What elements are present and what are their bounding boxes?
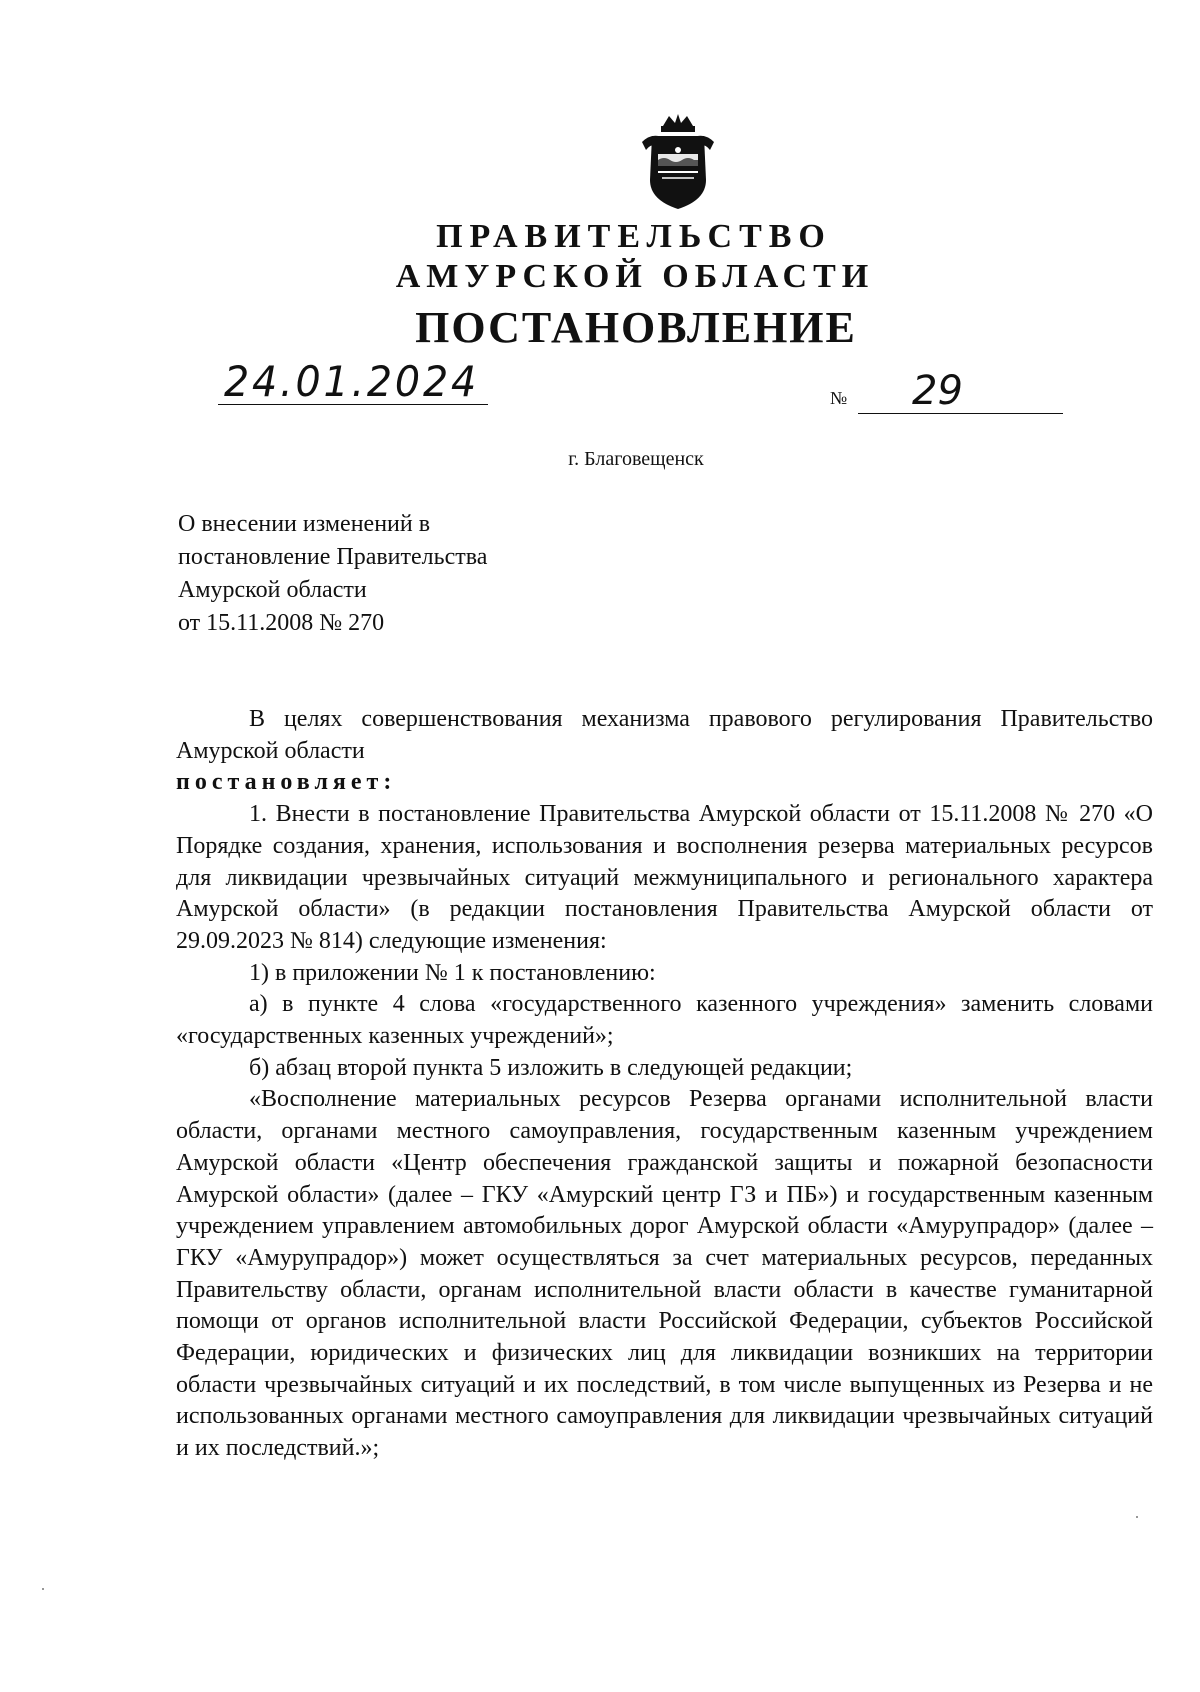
org-title-line1: ПРАВИТЕЛЬСТВО (436, 218, 832, 255)
body-paragraph: 1) в приложении № 1 к постановлению: (249, 959, 656, 986)
document-subject (178, 508, 487, 640)
date-text: 24.01.2024 (224, 357, 479, 404)
number-underline (858, 413, 1063, 414)
body-paragraph: б) абзац второй пункта 5 изложить в следующей редакции; (249, 1054, 853, 1081)
document-type-title: ПОСТАНОВЛЕНИЕ (415, 303, 857, 352)
org-title-line2: АМУРСКОЙ ОБЛАСТИ (395, 258, 875, 295)
document-body (176, 704, 1153, 1465)
number-sign: № (830, 388, 848, 408)
intro-paragraph: В целях совершенствования механизма правового регулирования Правительство Амурской области (176, 706, 1153, 764)
subject-line: от 15.11.2008 № 270 (178, 610, 385, 636)
coat-of-arms-icon (628, 112, 728, 212)
body-paragraph: 1. Внести в постановление Правительства Амурской области от 15.11.2008 № 270 «О Порядке создания, хранения, использования и восполнения резерва материальных ресурсов для ликвидации чрезвычайных ситуаций межмуниципального и регионального характера Амурской области» (в редакции постановления Правительства Амурской области от 29.09.2023 № 814) следующие изменения: (176, 801, 1153, 954)
date-underline (218, 404, 488, 405)
subject-line: постановление Правительства (178, 544, 488, 570)
handwritten-number (910, 368, 980, 412)
city-line: г. Благовещенск (568, 448, 704, 470)
subject-line: Амурской области (178, 577, 367, 603)
handwritten-date (222, 356, 484, 404)
subject-line: О внесении изменений в (178, 511, 431, 537)
resolves-line (176, 767, 1153, 799)
number-text: 29 (912, 368, 963, 412)
scan-speck (1136, 1516, 1138, 1518)
scan-speck (42, 1588, 44, 1590)
resolves-word: постановляет: (176, 769, 397, 796)
body-paragraph: «Восполнение материальных ресурсов Резерва органами исполнительной власти области, органами местного самоуправления, государственным казенным учреждением Амурской области «Центр обеспечения гражданской защиты и пожарной безопасности Амурской области» (далее – ГКУ «Амурский центр ГЗ и ПБ») и государственным казенным учреждением управлением автомобильных дорог Амурской области «Амурупрадор» (далее – ГКУ «Амурупрадор») может осуществляться за счет материальных ресурсов, переданных Правительству области, органам исполнительной власти области в качестве гуманитарной помощи от органов исполнительной власти Российской Федерации, субъектов Российской Федерации, юридических и физических лиц для ликвидации возникших на территории области чрезвычайных ситуаций и их последствий, в том числе выпущенных из Резерва и не использованных органами местного самоуправления для ликвидации чрезвычайных ситуаций и их последствий.»; (176, 1086, 1153, 1462)
body-paragraph: а) в пункте 4 слова «государственного казенного учреждения» заменить словами «государственных казенных учреждений»; (176, 991, 1153, 1050)
